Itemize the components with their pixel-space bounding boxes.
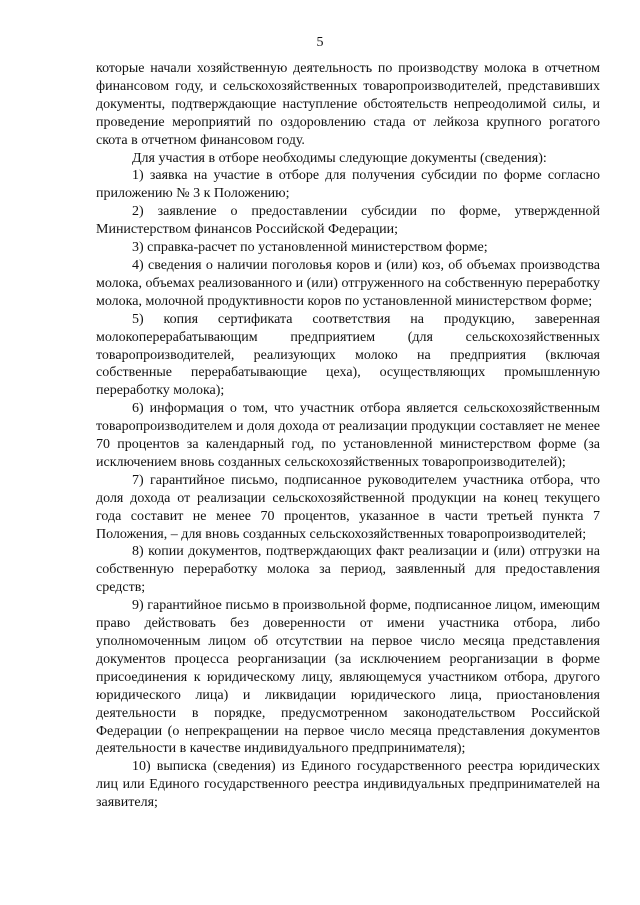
list-item-4: 4) сведения о наличии поголовья коров и (или) коз, об объемах производства молока, объемах реализованного и (или) отгруженного на собственную переработку молока, молочной продуктивности коров по установленной министерством форме; bbox=[96, 257, 600, 309]
list-item-10: 10) выписка (сведения) из Единого государственного реестра юридических лиц или Единого государственного реестра индивидуальных предпринимателей на заявителя; bbox=[96, 759, 600, 811]
list-item-2: 2) заявление о предоставлении субсидии по форме, утвержденной Министерством финансов Российской Федерации; bbox=[96, 204, 600, 238]
list-item-1: 1) заявка на участие в отборе для получения субсидии по форме согласно приложению № 3 к Положению; bbox=[96, 168, 600, 202]
list-item-9: 9) гарантийное письмо в произвольной форме, подписанное лицом, имеющим право действовать без доверенности от имени участника отбора, либо уполномоченным лицом об отсутствии на первое число месяца представления документов процесса реорганизации (за исключением реорганизации в форме присоединения к юридическому лицу, являющемуся участником отбора, другого юридического лица) и ликвидации юридического лица, приостановления деятельности в порядке, предусмотренном законодательством Российской Федерации (о непрекращении на первое число месяца представления документов деятельности в качестве индивидуального предпринимателя); bbox=[96, 598, 600, 757]
paragraph-continuation: которые начали хозяйственную деятельность по производству молока в отчетном финансовом году, и сельскохозяйственных товаропроизводителей, представивших документы, подтверждающие наступление обстоятельств непреодолимой силы, и проведение мероприятий по оздоровлению стада от лейкоза крупного рогатого скота в отчетном финансовом году. bbox=[96, 61, 600, 148]
list-item-6: 6) информация о том, что участник отбора является сельскохозяйственным товаропроизводителем и доля дохода от реализации продукции составляет не менее 70 процентов за календарный год, по установленной министерством форме (за исключением вновь созданных сельскохозяйственных товаропроизводителей); bbox=[96, 401, 600, 470]
list-item-7: 7) гарантийное письмо, подписанное руководителем участника отбора, что доля дохода от реализации сельскохозяйственной продукции на конец текущего года составит не менее 70 процентов, указанное в части третьей пункта 7 Положения, – для вновь созданных сельскохозяйственных товаропроизводителей; bbox=[96, 472, 600, 542]
page-number: 5 bbox=[316, 35, 324, 50]
list-item-8: 8) копии документов, подтверждающих факт реализации и (или) отгрузки на собственную переработку молока за период, заявленный для предоставления средств; bbox=[96, 544, 600, 596]
document-body bbox=[96, 60, 600, 812]
list-item-5: 5) копия сертификата соответствия на продукцию, заверенная молокоперерабатывающим предприятием (для сельскохозяйственных товаропроизводителей, реализующих молоко на предприятия (включая собственные перерабатывающие цеха), осуществляющих промышленную переработку молока); bbox=[96, 311, 600, 399]
list-item-3: 3) справка-расчет по установленной министерством форме; bbox=[132, 240, 488, 256]
paragraph-intro: Для участия в отборе необходимы следующие документы (сведения): bbox=[132, 150, 547, 166]
